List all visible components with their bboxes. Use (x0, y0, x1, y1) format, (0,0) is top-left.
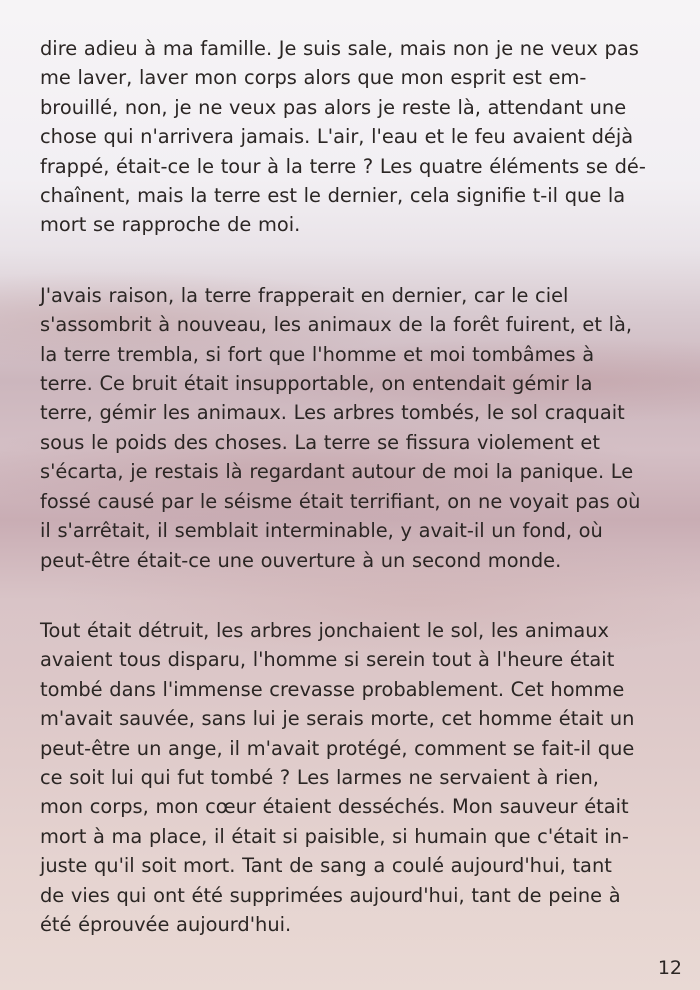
text-line: avaient tous disparu, l'homme si serein tout à l'heure était (40, 648, 615, 672)
text-line: terre. Ce bruit était insupportable, on entendait gémir la (40, 372, 593, 396)
text-line: chose qui n'arrivera jamais. L'air, l'eau et le feu avaient déjà (40, 125, 634, 149)
text-line: fossé causé par le séisme était terrifiant, on ne voyait pas où (40, 489, 641, 513)
text-line: Tout était détruit, les arbres jonchaient le sol, les animaux (40, 618, 610, 642)
text-line: peut-être était-ce une ouverture à un second monde. (40, 548, 562, 572)
text-line: m'avait sauvée, sans lui je serais morte, cet homme était un (40, 707, 635, 731)
paragraph-1 (40, 34, 668, 240)
text-line: brouillé, non, je ne veux pas alors je reste là, attendant une (40, 95, 627, 119)
text-line: peut-être un ange, il m'avait protégé, comment se fait-il que (40, 736, 635, 760)
book-page (40, 34, 668, 980)
paragraph-2 (40, 281, 668, 575)
text-line: me laver, laver mon corps alors que mon esprit est em- (40, 66, 587, 90)
text-line: il s'arrêtait, il semblait interminable, y avait-il un fond, où (40, 519, 603, 543)
text-line: juste qu'il soit mort. Tant de sang a coulé aujourd'hui, tant (40, 854, 612, 878)
text-line: chaînent, mais la terre est le dernier, cela signifie t-il que la (40, 184, 626, 208)
text-line: s'écarta, je restais là regardant autour de moi la panique. Le (40, 460, 634, 484)
text-line: sous le poids des choses. La terre se fissura violement et (40, 430, 600, 454)
text-line: frappé, était-ce le tour à la terre ? Les quatre éléments se dé- (40, 154, 646, 178)
text-line: de vies qui ont été supprimées aujourd'hui, tant de peine à (40, 883, 621, 907)
text-line: mort se rapproche de moi. (40, 213, 301, 237)
page-number: 12 (657, 957, 682, 979)
text-line: mort à ma place, il était si paisible, si humain que c'était in- (40, 824, 629, 848)
paragraph-3 (40, 616, 668, 939)
text-line: s'assombrit à nouveau, les animaux de la forêt fuirent, et là, (40, 313, 633, 337)
text-line: mon corps, mon cœur étaient desséchés. Mon sauveur était (40, 795, 629, 819)
text-line: terre, gémir les animaux. Les arbres tombés, le sol craquait (40, 401, 625, 425)
text-line: été éprouvée aujourd'hui. (40, 912, 292, 936)
text-line: dire adieu à ma famille. Je suis sale, mais non je ne veux pas (40, 37, 639, 60)
text-line: tombé dans l'immense crevasse probablement. Cet homme (40, 677, 625, 701)
text-line: la terre trembla, si fort que l'homme et moi tombâmes à (40, 342, 595, 366)
text-line: ce soit lui qui fut tombé ? Les larmes ne servaient à rien, (40, 765, 599, 789)
text-line: J'avais raison, la terre frapperait en dernier, car le ciel (40, 283, 569, 307)
